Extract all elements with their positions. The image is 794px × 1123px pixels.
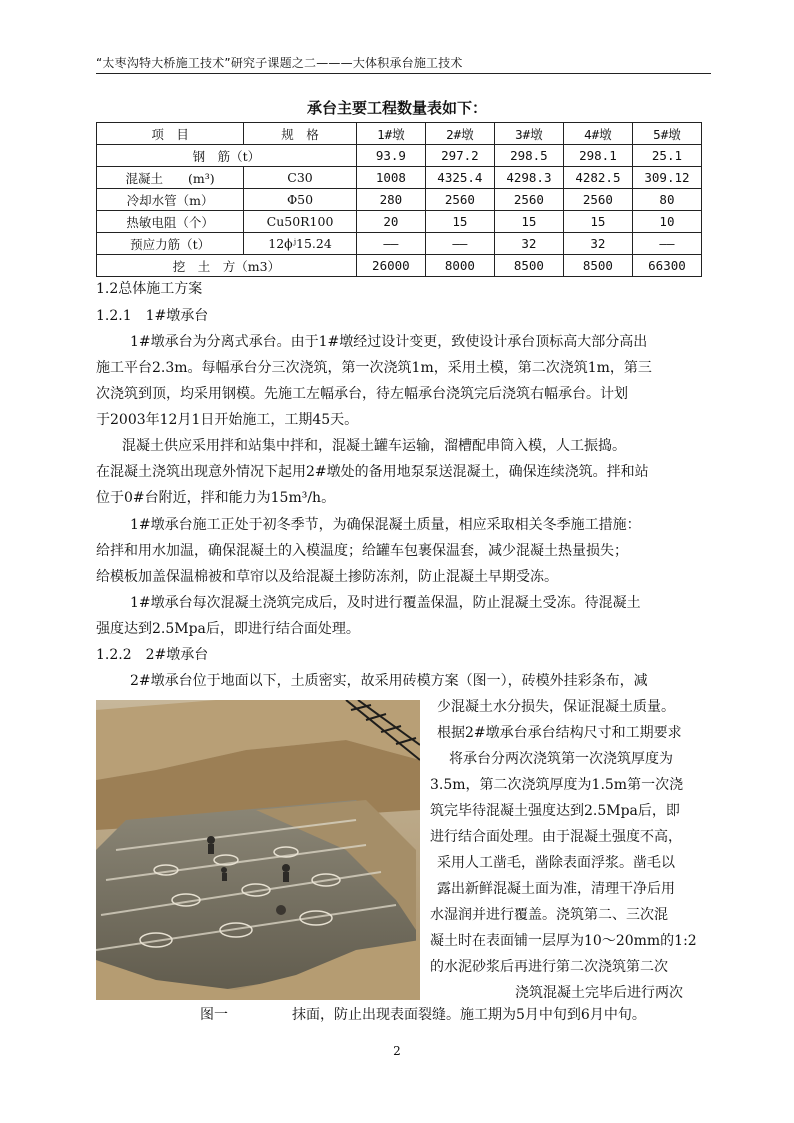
table-cell: 20 <box>356 211 425 233</box>
paragraph-line: 次浇筑到顶，均采用钢模。先施工左幅承台，待左幅承台浇筑完后浇筑右幅承台。计划 <box>96 386 628 402</box>
paragraph-line: 的水泥砂浆后再进行第二次浇筑第二次 <box>430 959 668 975</box>
table-cell: 8000 <box>425 255 494 277</box>
paragraph-line: 施工平台2.3m。每幅承台分三次浇筑，第一次浇筑1m，采用土模，第二次浇筑1m，第三 <box>96 360 652 376</box>
paragraph-line: 筑完毕待混凝土强度达到2.5Mpa后，即 <box>430 803 680 819</box>
table-cell-label: 冷却水管（m） <box>97 189 244 211</box>
table-cell: 32 <box>563 233 632 255</box>
subsection-heading: 1.2.2 2#墩承台 <box>96 647 209 663</box>
table-row <box>97 189 702 211</box>
table-cell: 25.1 <box>632 145 701 167</box>
paragraph-line: 1#墩承台为分离式承台。由于1#墩经过设计变更，致使设计承台顶标高大部分高出 <box>130 334 648 350</box>
table-cell: 2560 <box>563 189 632 211</box>
table-cell: 10 <box>632 211 701 233</box>
table-header-cell: 项 目 <box>97 123 244 145</box>
figure-caption: 图一 <box>200 1007 228 1023</box>
paragraph-line: 混凝土供应采用拌和站集中拌和，混凝土罐车运输，溜槽配串筒入模，人工振捣。 <box>122 438 626 454</box>
table-title: 承台主要工程数量表如下： <box>306 99 487 117</box>
table-cell: 1008 <box>356 167 425 189</box>
table-header-cell: 2#墩 <box>425 123 494 145</box>
paragraph-line: 给模板加盖保温棉被和草帘以及给混凝土掺防冻剂，防止混凝土早期受冻。 <box>96 569 558 585</box>
table-row <box>97 211 702 233</box>
table-header-cell: 3#墩 <box>494 123 563 145</box>
subsection-heading: 1.2.1 1#墩承台 <box>96 308 209 324</box>
paragraph-line: 3.5m，第二次浇筑厚度为1.5m第一次浇 <box>430 777 684 793</box>
paragraph-line: 少混凝土水分损失，保证混凝土质量。 <box>437 699 675 715</box>
table-cell: 15 <box>494 211 563 233</box>
paragraph-line: 采用人工凿毛，凿除表面浮浆。凿毛以 <box>437 855 675 871</box>
table-cell: 298.1 <box>563 145 632 167</box>
table-cell: 26000 <box>356 255 425 277</box>
paragraph-line: 给拌和用水加温，确保混凝土的入模温度；给罐车包裹保温套，减少混凝土热量损失； <box>96 543 628 559</box>
table-cell-spec: Φ50 <box>244 189 357 211</box>
paragraph-line: 1#墩承台每次混凝土浇筑完成后，及时进行覆盖保温，防止混凝土受冻。待混凝土 <box>130 595 641 611</box>
table-cell: 15 <box>425 211 494 233</box>
table-row <box>97 167 702 189</box>
table-cell: —— <box>356 233 425 255</box>
table-cell-spec: Cu50R100 <box>244 211 357 233</box>
table-cell: 8500 <box>563 255 632 277</box>
paragraph-line: 根据2#墩承台承台结构尺寸和工期要求 <box>437 725 682 741</box>
page-number: 2 <box>393 1044 401 1058</box>
table-cell: 15 <box>563 211 632 233</box>
paragraph-line: 凝土时在表面铺一层厚为10～20mm的1:2 <box>430 933 697 949</box>
paragraph-line: 露出新鲜混凝土面为准，清理干净后用 <box>437 881 675 897</box>
header-rule <box>96 73 711 74</box>
table-header-cell: 5#墩 <box>632 123 701 145</box>
table-cell: 297.2 <box>425 145 494 167</box>
table-header-row <box>97 123 702 145</box>
paragraph-line: 浇筑混凝土完毕后进行两次 <box>515 985 683 1001</box>
table-header-cell: 规 格 <box>244 123 357 145</box>
table-cell: 298.5 <box>494 145 563 167</box>
table-cell-label: 预应力筋（t） <box>97 233 244 255</box>
paragraph-line: 将承台分两次浇筑第一次浇筑厚度为 <box>449 751 673 767</box>
paragraph-line: 水湿润并进行覆盖。浇筑第二、三次混 <box>430 907 668 923</box>
running-header: “太枣沟特大桥施工技术”研究子课题之二———大体积承台施工技术 <box>96 56 463 70</box>
paragraph-line: 在混凝土浇筑出现意外情况下起用2#墩处的备用地泵泵送混凝土，确保连续浇筑。拌和站 <box>96 464 649 480</box>
table-cell-label: 热敏电阻（个） <box>97 211 244 233</box>
paragraph-line: 2#墩承台位于地面以下，土质密实，故采用砖模方案（图一），砖模外挂彩条布，减 <box>130 673 648 689</box>
table-cell-spec: 12ϕʲ15.24 <box>244 233 357 255</box>
table-header-cell: 1#墩 <box>356 123 425 145</box>
section-heading: 1.2总体施工方案 <box>96 281 203 297</box>
table-cell: 93.9 <box>356 145 425 167</box>
table-cell: 4325.4 <box>425 167 494 189</box>
construction-site-photo <box>96 700 420 1000</box>
table-header-cell: 4#墩 <box>563 123 632 145</box>
table-cell: 66300 <box>632 255 701 277</box>
quantity-table <box>96 122 702 277</box>
table-cell: —— <box>632 233 701 255</box>
table-cell: 2560 <box>494 189 563 211</box>
table-cell-label: 混凝土 (m³) <box>97 167 244 189</box>
table-cell: 280 <box>356 189 425 211</box>
table-cell: 4282.5 <box>563 167 632 189</box>
table-cell: 4298.3 <box>494 167 563 189</box>
table-cell: —— <box>425 233 494 255</box>
paragraph-line: 于2003年12月1日开始施工，工期45天。 <box>96 412 359 428</box>
table-cell-label: 挖 土 方（m3） <box>97 255 357 277</box>
paragraph-line: 进行结合面处理。由于混凝土强度不高， <box>430 829 682 845</box>
table-row <box>97 255 702 277</box>
table-cell: 8500 <box>494 255 563 277</box>
paragraph-line: 1#墩承台施工正处于初冬季节，为确保混凝土质量，相应采取相关冬季施工措施： <box>130 517 641 533</box>
paragraph-line: 抹面，防止出现表面裂缝。施工期为5月中旬到6月中旬。 <box>292 1007 646 1023</box>
paragraph-line: 强度达到2.5Mpa后，即进行结合面处理。 <box>96 621 360 637</box>
table-row <box>97 145 702 167</box>
table-row <box>97 233 702 255</box>
table-cell: 309.12 <box>632 167 701 189</box>
table-cell-label: 钢 筋（t） <box>97 145 357 167</box>
table-cell: 80 <box>632 189 701 211</box>
table-cell: 32 <box>494 233 563 255</box>
table-cell-spec: C30 <box>244 167 357 189</box>
table-cell: 2560 <box>425 189 494 211</box>
paragraph-line: 位于0#台附近，拌和能力为15m³/h。 <box>96 490 336 506</box>
